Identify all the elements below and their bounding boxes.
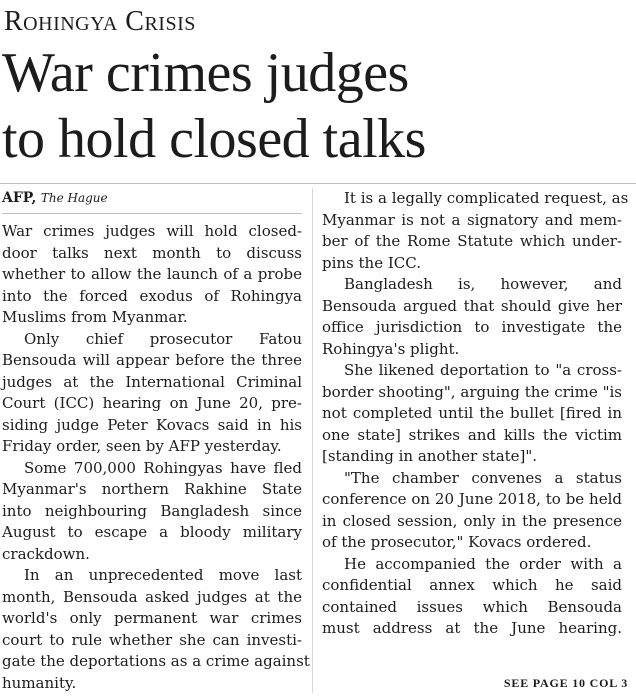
article-text-line: August to escape a bloody military: [2, 523, 302, 541]
article-text-line: into neighbouring Bangladesh since: [2, 501, 302, 520]
article-text-line: of the prosecutor," Kovacs ordered.: [322, 533, 592, 551]
article-text-line: Myanmar is not a signatory and mem-: [322, 210, 622, 229]
article-text-line: Some 700,000 Rohingyas have fled: [24, 458, 302, 477]
column-divider: [312, 188, 313, 693]
article-text-line: judges at the International Criminal: [2, 372, 302, 391]
article-text-line: Court (ICC) hearing on June 20, pre-: [2, 394, 302, 412]
article-text-line: Friday order, seen by AFP yesterday.: [2, 437, 282, 455]
article-text-line: gate the deportations as a crime against: [2, 652, 310, 670]
article-text-line: Bensouda argued that should give her: [322, 296, 622, 315]
article-text-line: world's only permanent war crimes: [2, 609, 302, 627]
headline-line-1: War crimes judges: [2, 42, 409, 104]
article-text-line: border shooting", arguing the crime "is: [322, 382, 622, 401]
article-text-line: ber of the Rome Statute which under-: [322, 232, 622, 250]
article-text-line: humanity.: [2, 673, 77, 692]
article-text-line: month, Bensouda asked judges at the: [2, 587, 302, 606]
byline: [2, 188, 302, 208]
article-body-left: [2, 221, 310, 694]
article-text-line: one state] strikes and kills the victim: [322, 425, 622, 444]
article-text-line: contained issues which Bensouda: [322, 597, 622, 616]
article-text-line: in closed session, only in the presence: [322, 511, 622, 530]
article-text-line: Only chief prosecutor Fatou: [24, 329, 302, 348]
article-text-line: office jurisdiction to investigate the: [322, 318, 622, 336]
article-column-right: [322, 188, 629, 640]
byline-place: The Hague: [40, 191, 108, 205]
article-text-line: into the forced exodus of Rohingya: [2, 286, 302, 305]
headline-line-2: to hold closed talks: [2, 108, 426, 170]
article-text-line: confidential annex which he said: [322, 576, 622, 594]
continuation-note: SEE PAGE 10 COL 3: [503, 676, 628, 690]
article-text-line: crackdown.: [2, 544, 90, 563]
article-text-line: Rohingya's plight.: [322, 339, 460, 358]
article-text-line: Bangladesh is, however, and: [344, 275, 622, 293]
headline: [2, 40, 632, 172]
article-text-line: whether to allow the launch of a probe: [2, 265, 302, 283]
article-text-line: Myanmar's northern Rakhine State: [2, 480, 302, 498]
article-text-line: [standing in another state]".: [322, 447, 538, 465]
article-text-line: court to rule whether she can investi-: [2, 630, 302, 649]
article-column-left: [2, 188, 310, 694]
article-text-line: must address at the June hearing.: [322, 619, 622, 637]
section-kicker: Rohingya Crisis: [4, 6, 196, 37]
article-text-line: He accompanied the order with a: [344, 554, 622, 573]
article-text-line: pins the ICC.: [322, 253, 421, 272]
byline-agency: AFP,: [2, 190, 37, 206]
article-text-line: conference on 20 June 2018, to be held: [322, 490, 622, 508]
article-text-line: Bensouda will appear before the three: [2, 351, 302, 369]
article-text-line: War crimes judges will hold closed-: [2, 222, 302, 240]
article-text-line: It is a legally complicated request, as: [344, 189, 629, 207]
byline-divider: [2, 213, 302, 214]
article-text-line: door talks next month to discuss: [2, 243, 302, 262]
article-body-right: [322, 188, 629, 640]
article-text-line: siding judge Peter Kovacs said in his: [2, 415, 302, 434]
article-text-line: In an unprecedented move last: [24, 566, 302, 584]
headline-divider: [0, 183, 636, 184]
article-text-line: not completed until the bullet [fired in: [322, 404, 622, 422]
article-text-line: "The chamber convenes a status: [344, 468, 622, 487]
article-text-line: Muslims from Myanmar.: [2, 308, 188, 326]
article-text-line: She likened deportation to "a cross-: [344, 361, 622, 379]
